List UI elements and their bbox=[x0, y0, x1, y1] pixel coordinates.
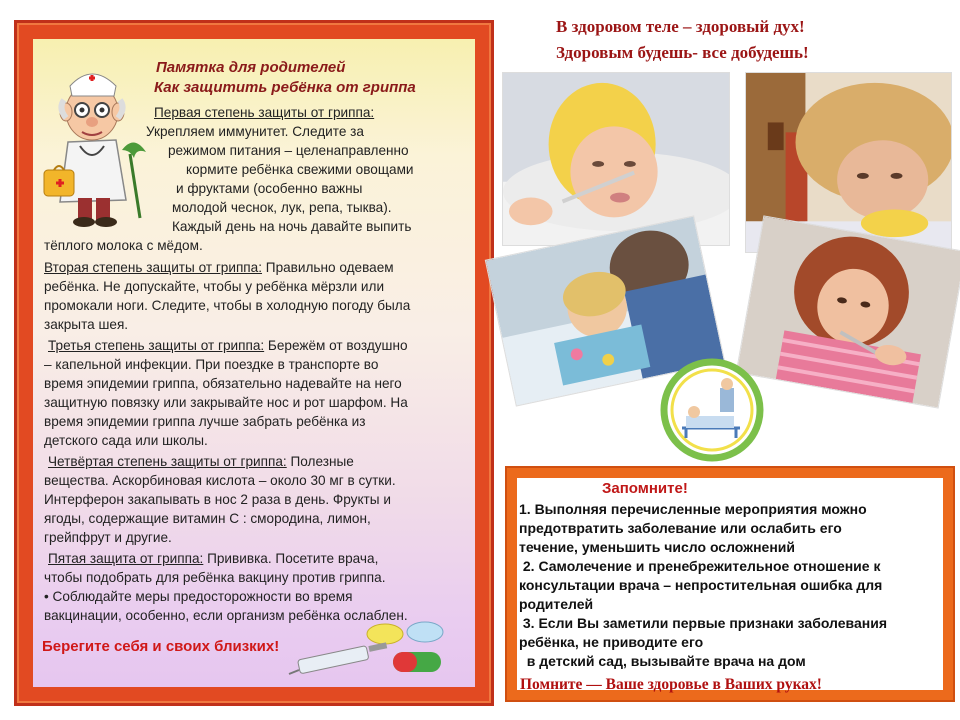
memo-line bbox=[172, 198, 392, 217]
memo-line-text: Полезные bbox=[286, 454, 354, 469]
memo-line-text: Правильно одеваем bbox=[262, 260, 394, 275]
doctor-mascot-icon bbox=[30, 50, 162, 230]
memo-heading: Третья степень защиты от гриппа: bbox=[48, 338, 265, 353]
memo-title-line2: Как защитить ребёнка от гриппа bbox=[154, 79, 416, 96]
remember-line: консультации врача – непростительная ошибка для bbox=[519, 577, 883, 593]
memo-line bbox=[44, 355, 378, 374]
memo-line-text: ребёнка. Не допускайте, чтобы у ребёнка мёрзли или bbox=[44, 279, 385, 294]
memo-line bbox=[48, 452, 354, 471]
memo-line-text: вакцинации, особенно, если организм ребёнка ослаблен. bbox=[44, 608, 408, 623]
memo-closing: Берегите себя и своих близких! bbox=[42, 638, 280, 655]
remember-line: предотвратить заболевание или ослабить его bbox=[519, 520, 842, 536]
memo-line bbox=[44, 393, 408, 412]
memo-line-text: режимом питания – целенаправленно bbox=[168, 143, 409, 158]
memo-line-text: вещества. Аскорбиновая кислота – около 30 мг в сутки. bbox=[44, 473, 396, 488]
memo-line-text: время эпидемии гриппа лучше забрать ребёнка из bbox=[44, 414, 366, 429]
photo-girl-thermometer bbox=[736, 215, 960, 408]
memo-line-text: молодой чеснок, лук, репа, тыква). bbox=[172, 200, 392, 215]
photo-child-thermometer bbox=[502, 72, 730, 246]
memo-line bbox=[48, 549, 378, 568]
memo-line bbox=[44, 568, 385, 587]
memo-line bbox=[44, 412, 365, 431]
remember-line: 2. Самолечение и пренебрежительное отношение к bbox=[519, 558, 881, 574]
memo-heading: Четвёртая степень защиты от гриппа: bbox=[48, 454, 287, 469]
remember-line: 3. Если Вы заметили первые признаки заболевания bbox=[519, 615, 887, 631]
memo-line-text: Прививка. Посетите врача, bbox=[203, 551, 379, 566]
memo-line bbox=[48, 336, 408, 355]
memo-line bbox=[44, 431, 208, 450]
memo-line bbox=[168, 141, 409, 160]
remember-line: ребёнка, не приводите его bbox=[519, 634, 704, 650]
memo-line-text: Интерферон закапывать в нос 2 раза в день. Фрукты и bbox=[44, 492, 391, 507]
memo-line bbox=[44, 528, 172, 547]
memo-line-text: промокали ноги. Следите, чтобы в холодную погоду была bbox=[44, 298, 411, 313]
bed-patient-logo-icon bbox=[660, 358, 764, 462]
memo-line bbox=[44, 258, 394, 277]
memo-line bbox=[44, 236, 203, 255]
memo-line-text: и фруктами (особенно важны bbox=[176, 181, 363, 196]
memo-line bbox=[44, 315, 128, 334]
pills-syringe-icon bbox=[285, 612, 455, 687]
memo-line bbox=[146, 122, 364, 141]
memo-line bbox=[44, 509, 371, 528]
remember-line: в детский сад, вызывайте врача на дом bbox=[519, 653, 806, 669]
remember-line: течение, уменьшить число осложнений bbox=[519, 539, 796, 555]
memo-line-text: тёплого молока с мёдом. bbox=[44, 238, 203, 253]
memo-line-text: Бережём от воздушно bbox=[264, 338, 408, 353]
memo-line-text: • Соблюдайте меры предосторожности во время bbox=[44, 589, 353, 604]
remember-final: Помните — Ваше здоровье в Ваших руках! bbox=[520, 676, 822, 693]
memo-title-line1: Памятка для родителей bbox=[156, 59, 346, 76]
memo-line-text: грейпфрут и другие. bbox=[44, 530, 172, 545]
memo-line bbox=[44, 296, 410, 315]
memo-line-text: ягоды, содержащие витамин С : смородина, лимон, bbox=[44, 511, 371, 526]
memo-line bbox=[172, 217, 411, 236]
memo-line bbox=[44, 587, 353, 606]
memo-line-text: защитную повязку или закрывайте нос и рот шарфом. На bbox=[44, 395, 408, 410]
slogan-line2: Здоровым будешь- все добудешь! bbox=[556, 43, 809, 62]
memo-title bbox=[154, 58, 416, 98]
memo-heading: Вторая степень защиты от гриппа: bbox=[44, 260, 263, 275]
memo-line bbox=[44, 374, 402, 393]
memo-line-text: Укрепляем иммунитет. Следите за bbox=[146, 124, 364, 139]
memo-line bbox=[44, 471, 396, 490]
slogan bbox=[556, 14, 809, 66]
memo-line-text: – капельной инфекции. При поездке в транспорте во bbox=[44, 357, 379, 372]
memo-line-text: закрыта шея. bbox=[44, 317, 129, 332]
memo-line-text: чтобы подобрать для ребёнка вакцину против гриппа. bbox=[44, 570, 386, 585]
memo-line-text: Каждый день на ночь давайте выпить bbox=[172, 219, 412, 234]
memo-line bbox=[154, 103, 374, 122]
memo-line-text: время эпидемии гриппа, обязательно надевайте на него bbox=[44, 376, 402, 391]
remember-line: родителей bbox=[519, 596, 594, 612]
memo-line bbox=[176, 179, 362, 198]
slogan-line1: В здоровом теле – здоровый дух! bbox=[556, 17, 805, 36]
memo-line bbox=[186, 160, 414, 179]
memo-line-text: кормите ребёнка свежими овощами bbox=[186, 162, 414, 177]
memo-line bbox=[44, 277, 384, 296]
memo-line-text: детского сада или школы. bbox=[44, 433, 208, 448]
memo-heading: Пятая защита от гриппа: bbox=[48, 551, 204, 566]
memo-line bbox=[44, 490, 391, 509]
memo-heading: Первая степень защиты от гриппа: bbox=[154, 105, 375, 120]
remember-line: 1. Выполняя перечисленные мероприятия можно bbox=[519, 501, 867, 517]
remember-title: Запомните! bbox=[602, 480, 688, 497]
